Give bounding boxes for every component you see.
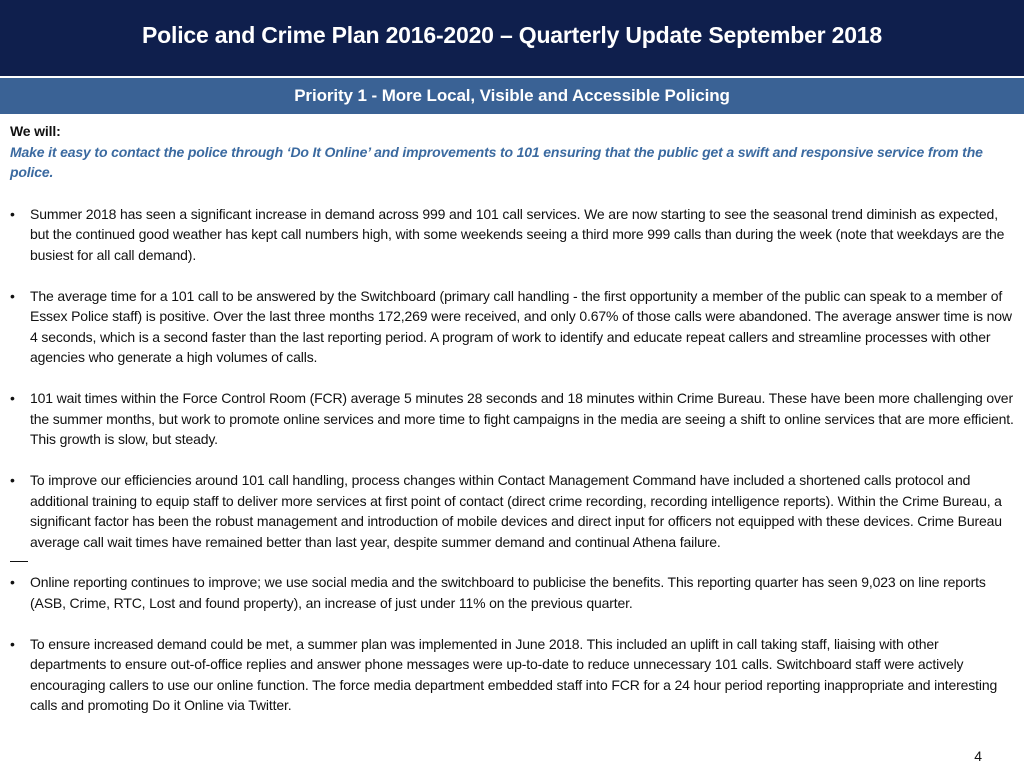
page-number: 4 <box>974 748 982 764</box>
intro-statement: Make it easy to contact the police through ‘Do It Online’ and improvements to 101 ensuring that the public get a swift and responsive service from the police. <box>10 143 983 180</box>
body-content <box>10 121 1014 716</box>
bullet-item <box>10 204 1014 266</box>
page-title: Police and Crime Plan 2016-2020 – Quarterly Update September 2018 <box>142 21 882 48</box>
bullet-text: Online reporting continues to improve; we use social media and the switchboard to publicise the benefits. This reporting quarter has seen 9,023 on line reports (ASB, Crime, RTC, Lost and found property), an increase of just under 11% on the previous quarter. <box>30 574 986 611</box>
bullet-item <box>10 572 1014 613</box>
bullet-item <box>10 388 1014 450</box>
bullet-item <box>10 634 1014 716</box>
bullet-icon: • <box>10 635 15 652</box>
bullet-icon: • <box>10 390 15 406</box>
bullet-text: The average time for a 101 call to be answered by the Switchboard (primary call handling - the first opportunity a member of the public can speak to a member of Essex Police staff) is positive. Over the last three months 172,269 were received, and only 0.67% of those calls were abandoned. The average answer time is now 4 seconds, which is a second faster than the last reporting period. A program of work to identify and educate repeat callers and streamline processes with other agencies who generate a high volumes of calls. <box>30 287 1012 365</box>
we-will-label: We will: <box>10 123 61 139</box>
bullet-item <box>10 470 1014 552</box>
bullet-text: To ensure increased demand could be met, a summer plan was implemented in June 2018. This included an uplift in call taking staff, liaising with other departments to ensure out-of-office replies and answer phone messages were up-to-date to reduce unnecessary 101 calls. Switchboard staff were actively encouraging callers to use our online function. The force media department embedded staff into FCR for a 24 hour period reporting inappropriate and interesting calls and promoting Do it Online via Twitter. <box>30 635 998 713</box>
bullet-text: Summer 2018 has seen a significant increase in demand across 999 and 101 call services. We are now starting to see the seasonal trend diminish as expected, but the continued good weather has kept call numbers high, with some weekends seeing a third more 999 calls than during the week (note that weekdays are the busiest for all call demand). <box>30 205 1005 263</box>
bullet-icon: • <box>10 472 15 488</box>
title-bar <box>0 0 1024 76</box>
subtitle-bar <box>0 78 1024 114</box>
bullet-icon: • <box>10 205 15 222</box>
bullet-text: To improve our efficiencies around 101 call handling, process changes within Contact Management Command have included a shortened calls protocol and additional training to equip staff to deliver more services at first point of contact (direct crime recording, recording intelligence reports). Within the Crime Bureau, a significant factor has been the robust management and introduction of mobile devices and direct input for officers not equipped with these devices. Crime Bureau average call wait times have remained better than last year, despite summer demand and continual Athena failure. <box>30 472 1002 550</box>
bullet-item <box>10 286 1014 368</box>
bullet-list <box>10 204 1014 553</box>
priority-subtitle: Priority 1 - More Local, Visible and Accessible Policing <box>294 86 730 105</box>
divider-line <box>10 561 28 562</box>
bullet-icon: • <box>10 287 15 304</box>
bullet-list <box>10 572 1014 716</box>
bullet-icon: • <box>10 574 15 590</box>
bullet-text: 101 wait times within the Force Control Room (FCR) average 5 minutes 28 seconds and 18 minutes within Crime Bureau. These have been more challenging over the summer months, but work to promote online services and more time to fight campaigns in the media are seeing a shift to online services that are more efficient. This growth is slow, but steady. <box>30 390 1014 447</box>
